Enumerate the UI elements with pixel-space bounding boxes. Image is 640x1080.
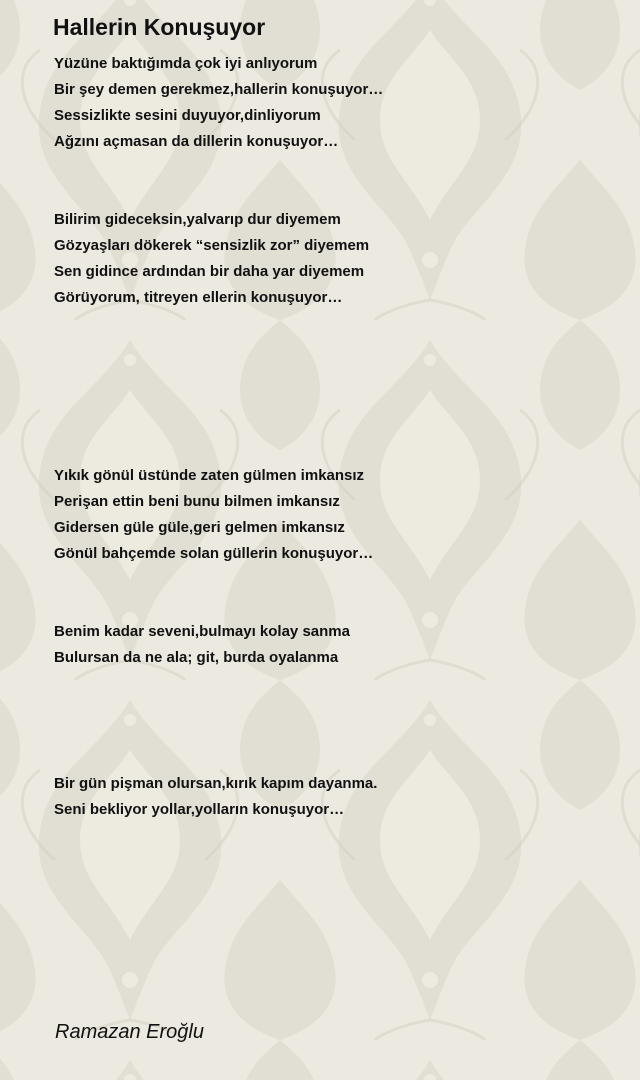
poem-line: Ağzını açmasan da dillerin konuşuyor… bbox=[54, 133, 339, 150]
poem-line: Bulursan da ne ala; git, burda oyalanma bbox=[54, 649, 339, 666]
poem-line: Perişan ettin beni bunu bilmen imkansız bbox=[54, 493, 340, 510]
poem-line: Sen gidince ardından bir daha yar diyemem bbox=[54, 263, 365, 280]
poem-line: Gönül bahçemde solan güllerin konuşuyor… bbox=[54, 545, 374, 562]
poem-title: Hallerin Konuşuyor bbox=[53, 14, 266, 40]
poem-line: Bilirim gideceksin,yalvarıp dur diyemem bbox=[54, 211, 341, 228]
poem-line: Benim kadar seveni,bulmayı kolay sanma bbox=[54, 623, 350, 640]
poem-line: Yıkık gönül üstünde zaten gülmen imkansız bbox=[54, 467, 365, 484]
poem-line: Görüyorum, titreyen ellerin konuşuyor… bbox=[54, 289, 343, 306]
poem-line: Sessizlikte sesini duyuyor,dinliyorum bbox=[54, 107, 321, 124]
poem-line: Gözyaşları dökerek “sensizlik zor” diyemem bbox=[54, 237, 370, 254]
poem-line: Bir gün pişman olursan,kırık kapım dayanma. bbox=[54, 775, 378, 792]
poem-line: Bir şey demen gerekmez,hallerin konuşuyor… bbox=[54, 81, 384, 98]
poem-line: Seni bekliyor yollar,yolların konuşuyor… bbox=[54, 801, 345, 818]
poem-line: Yüzüne baktığımda çok iyi anlıyorum bbox=[54, 55, 318, 72]
poem-author: Ramazan Eroğlu bbox=[55, 1021, 204, 1043]
poem-line: Gidersen güle güle,geri gelmen imkansız bbox=[54, 519, 345, 536]
